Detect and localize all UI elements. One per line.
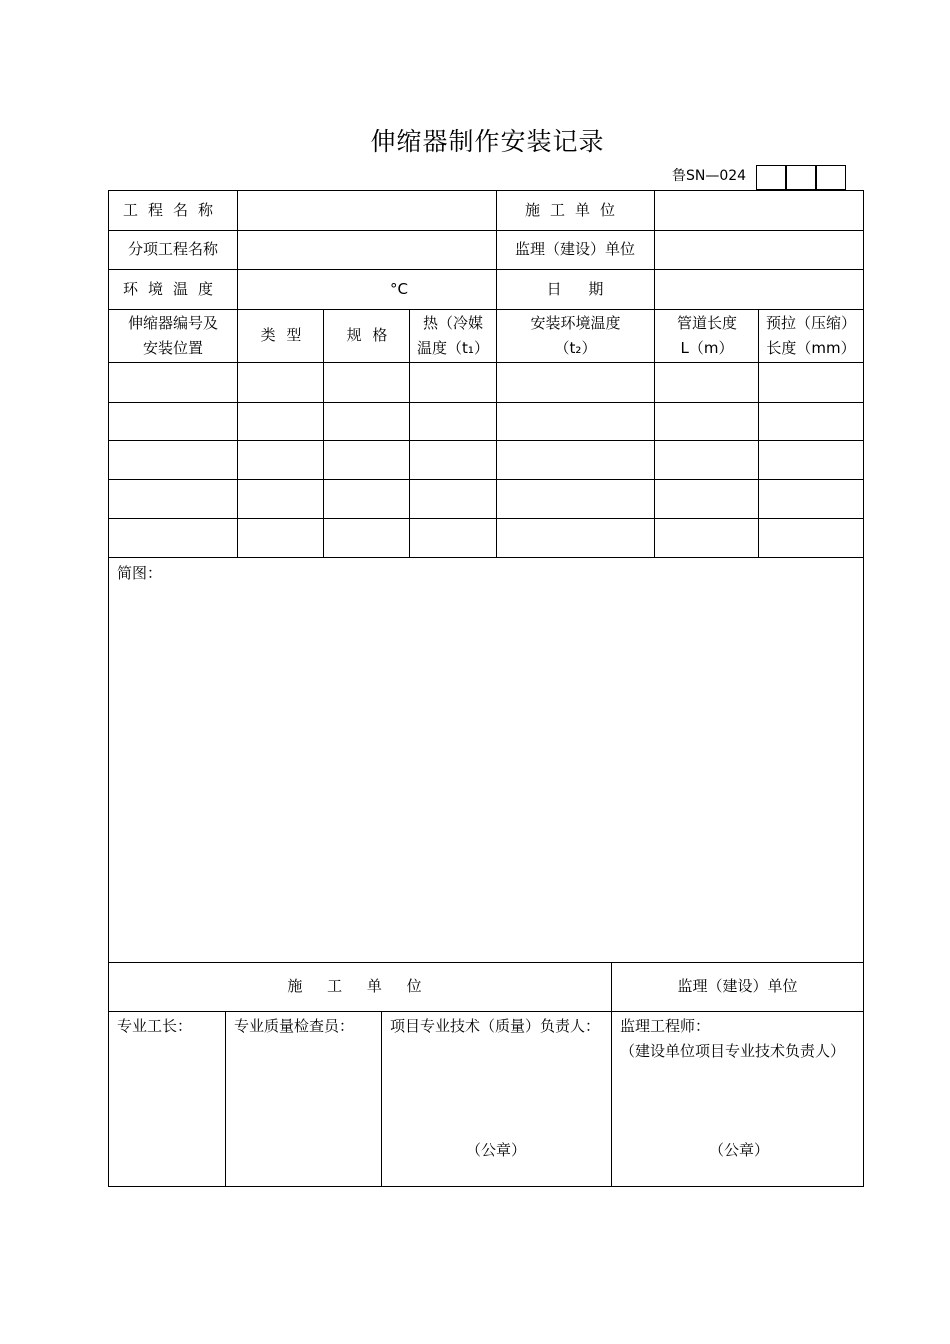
footer-construction-unit: 施 工 单 位 (287, 977, 432, 995)
supervision-unit-label: 监理（建设）单位 (514, 240, 635, 258)
project-name-label: 工程名称 (122, 200, 223, 219)
table-row[interactable] (109, 363, 863, 402)
sub-project-label: 分项工程名称 (127, 240, 218, 258)
ambient-temp-label: 环境温度 (122, 279, 223, 298)
col-header-medium-temp: 热（冷媒 温度（t₁） (417, 313, 489, 357)
page-title: 伸缩器制作安装记录 (370, 127, 605, 156)
supervisor-engineer-label: 监理工程师： (620, 1017, 711, 1035)
col-header-type: 类 型 (260, 326, 302, 344)
code-box-2[interactable] (786, 165, 816, 190)
col-header-pipe-length: 管道长度 L（m） (676, 313, 737, 357)
construction-unit-label: 施工单位 (524, 200, 625, 219)
sketch-label: 简图： (117, 564, 163, 582)
col-header-spec: 规 格 (346, 326, 388, 344)
col-header-prestretch-length: 预拉（压缩） 长度（mm） (765, 313, 856, 357)
quality-inspector-label: 专业质量检查员： (234, 1017, 355, 1035)
table-row[interactable] (109, 480, 863, 518)
sketch-area[interactable] (109, 585, 863, 961)
table-row[interactable] (109, 519, 863, 557)
code-box-3[interactable] (816, 165, 846, 190)
ambient-temp-field[interactable] (238, 269, 496, 309)
project-name-field[interactable] (238, 190, 496, 230)
temp-unit: °C (390, 279, 408, 298)
date-field[interactable] (655, 269, 863, 309)
seal-supervision: （公章） (709, 1141, 770, 1159)
date-label: 日 期 (546, 279, 604, 298)
tech-lead-label: 项目专业技术（质量）负责人： (390, 1017, 601, 1035)
col-header-id-location: 伸缩器编号及 安装位置 (127, 313, 218, 357)
foreman-label: 专业工长： (117, 1017, 193, 1035)
supervision-unit-field[interactable] (655, 230, 863, 269)
code-box-1[interactable] (756, 165, 786, 190)
sub-project-field[interactable] (238, 230, 496, 269)
footer-supervision-unit: 监理（建设）单位 (677, 977, 798, 995)
supervisor-note: （建设单位项目专业技术负责人） (620, 1042, 846, 1060)
form-code: 鲁SN—024 (672, 168, 747, 184)
table-row[interactable] (109, 441, 863, 479)
seal-construction: （公章） (466, 1141, 527, 1159)
table-row[interactable] (109, 403, 863, 440)
col-header-install-temp: 安装环境温度 （t₂） (530, 313, 621, 357)
construction-unit-field[interactable] (655, 190, 863, 230)
